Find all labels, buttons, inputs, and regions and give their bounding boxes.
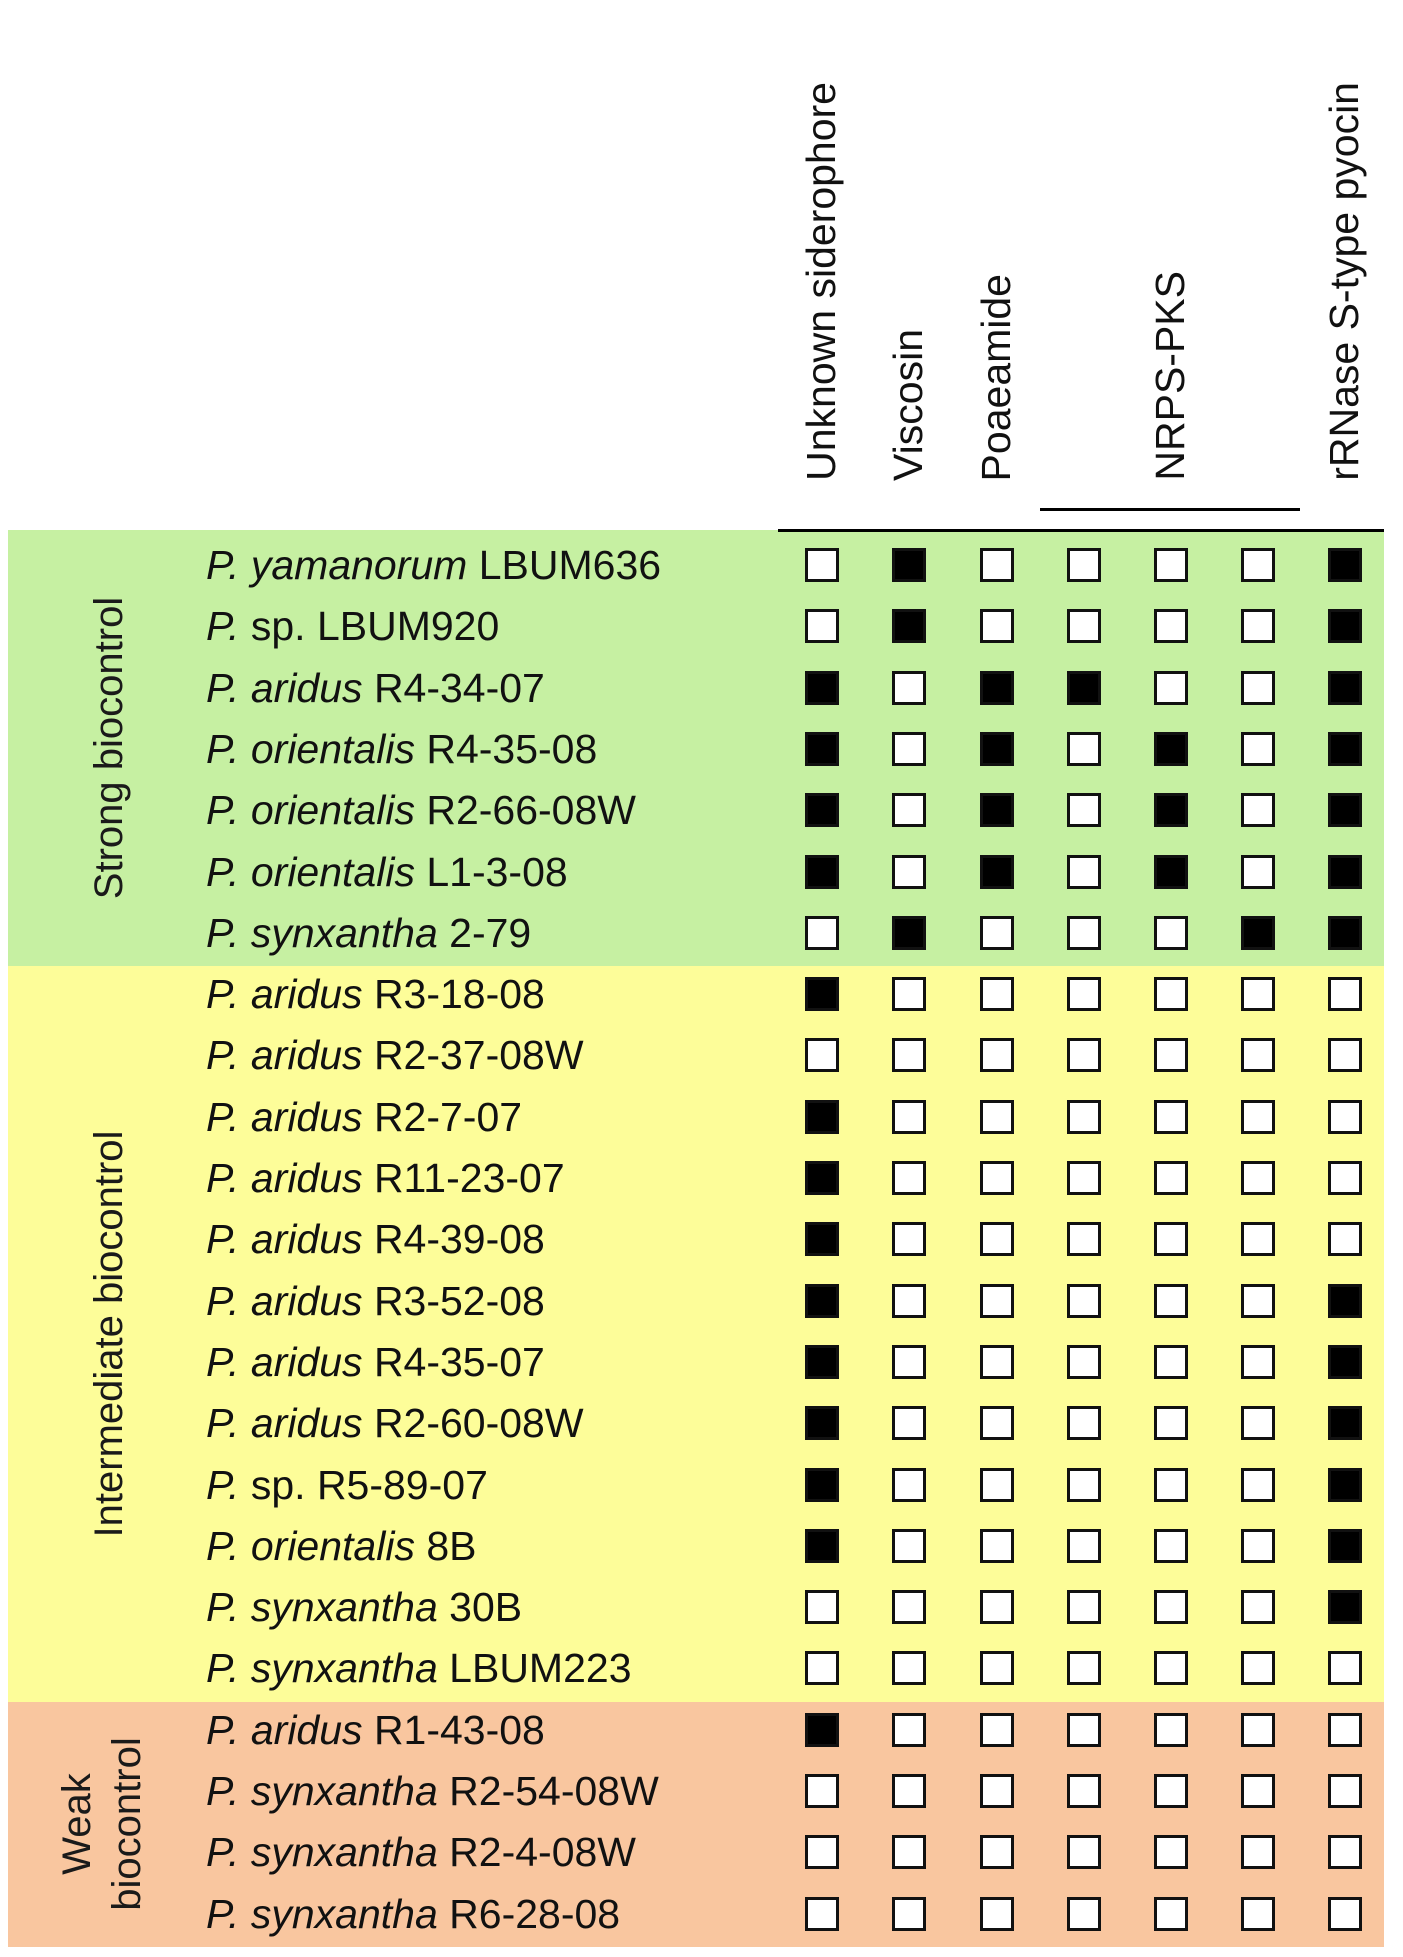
presence-cell-empty bbox=[1154, 1406, 1188, 1440]
presence-cell-filled bbox=[1328, 1590, 1362, 1624]
genus-text: P. bbox=[206, 848, 240, 895]
presence-cell-filled bbox=[1328, 916, 1362, 950]
presence-cell-empty bbox=[1328, 1161, 1362, 1195]
species-text: synxantha bbox=[250, 1584, 438, 1631]
presence-cell-empty bbox=[980, 1222, 1014, 1256]
presence-cell-empty bbox=[892, 793, 926, 827]
presence-cell-filled bbox=[805, 1468, 839, 1502]
strain-label bbox=[206, 1153, 565, 1203]
presence-cell-empty bbox=[1154, 1161, 1188, 1195]
presence-cell-empty bbox=[1241, 1161, 1275, 1195]
strain-id-text: R2-4-08W bbox=[449, 1829, 636, 1876]
presence-cell-empty bbox=[1328, 1713, 1362, 1747]
presence-cell-empty bbox=[1067, 1713, 1101, 1747]
presence-cell-empty bbox=[980, 1529, 1014, 1563]
group-label: Weak biocontrol bbox=[55, 1737, 149, 1911]
presence-cell-empty bbox=[1328, 1651, 1362, 1685]
presence-cell-empty bbox=[805, 1651, 839, 1685]
strain-label bbox=[206, 785, 636, 835]
presence-cell-empty bbox=[1241, 1590, 1275, 1624]
presence-cell-empty bbox=[1067, 1100, 1101, 1134]
strain-id-text: R2-7-07 bbox=[373, 1093, 523, 1140]
presence-cell-empty bbox=[1328, 977, 1362, 1011]
presence-cell-empty bbox=[892, 1651, 926, 1685]
presence-cell-filled bbox=[1328, 1345, 1362, 1379]
presence-cell-filled bbox=[805, 671, 839, 705]
strain-id-text: 30B bbox=[449, 1584, 523, 1631]
presence-cell-empty bbox=[1067, 1038, 1101, 1072]
genus-text: P. bbox=[206, 1032, 240, 1079]
genus-text: P. bbox=[206, 1093, 240, 1140]
presence-cell-filled bbox=[1154, 855, 1188, 889]
presence-cell-empty bbox=[1067, 1774, 1101, 1808]
presence-cell-filled bbox=[805, 1406, 839, 1440]
species-text: orientalis bbox=[250, 725, 415, 772]
presence-cell-empty bbox=[980, 1100, 1014, 1134]
strain-label bbox=[206, 1276, 545, 1326]
presence-cell-filled bbox=[805, 1100, 839, 1134]
presence-cell-filled bbox=[1328, 793, 1362, 827]
strain-id-text: R4-35-07 bbox=[373, 1338, 545, 1385]
genus-text: P. bbox=[206, 1400, 240, 1447]
genus-text: P. bbox=[206, 725, 240, 772]
presence-cell-empty bbox=[1241, 1468, 1275, 1502]
strain-label bbox=[206, 1582, 522, 1632]
strain-id-text: sp. LBUM920 bbox=[250, 603, 500, 650]
strain-id-text: R3-18-08 bbox=[373, 971, 545, 1018]
presence-cell-empty bbox=[1154, 1100, 1188, 1134]
presence-cell-empty bbox=[892, 671, 926, 705]
strain-id-text: R4-35-08 bbox=[426, 725, 598, 772]
presence-cell-empty bbox=[892, 1835, 926, 1869]
presence-cell-filled bbox=[805, 1529, 839, 1563]
species-text: aridus bbox=[250, 1338, 363, 1385]
strain-id-text: R2-60-08W bbox=[373, 1400, 584, 1447]
presence-cell-filled bbox=[1328, 1406, 1362, 1440]
strain-label bbox=[206, 1521, 477, 1571]
strain-id-text: R3-52-08 bbox=[373, 1277, 545, 1324]
genus-text: P. bbox=[206, 1768, 240, 1814]
presence-cell-empty bbox=[1328, 1222, 1362, 1256]
presence-cell-filled bbox=[1328, 1468, 1362, 1502]
presence-cell-filled bbox=[1328, 732, 1362, 766]
presence-cell-empty bbox=[980, 1468, 1014, 1502]
presence-cell-empty bbox=[1154, 1590, 1188, 1624]
presence-cell-filled bbox=[805, 793, 839, 827]
presence-cell-empty bbox=[892, 1713, 926, 1747]
genus-text: P. bbox=[206, 1216, 240, 1263]
strain-id-text: sp. R5-89-07 bbox=[250, 1461, 488, 1508]
presence-cell-empty bbox=[1067, 1529, 1101, 1563]
strain-id-text: R4-39-08 bbox=[373, 1216, 545, 1263]
strain-label bbox=[206, 1705, 545, 1755]
strain-label bbox=[206, 1398, 584, 1448]
presence-cell-filled bbox=[805, 1345, 839, 1379]
genus-text: P. bbox=[206, 664, 240, 711]
strain-label bbox=[206, 663, 545, 713]
species-text: aridus bbox=[250, 1155, 363, 1201]
presence-cell-filled bbox=[805, 977, 839, 1011]
presence-cell-filled bbox=[805, 732, 839, 766]
presence-cell-empty bbox=[1154, 1774, 1188, 1808]
presence-cell-empty bbox=[892, 1468, 926, 1502]
presence-cell-empty bbox=[980, 1651, 1014, 1685]
presence-cell-empty bbox=[1067, 1222, 1101, 1256]
strain-label bbox=[206, 601, 499, 651]
strain-label bbox=[206, 969, 545, 1019]
presence-cell-empty bbox=[1067, 1345, 1101, 1379]
presence-cell-empty bbox=[1241, 1100, 1275, 1134]
strain-id-text: R1-43-08 bbox=[373, 1706, 545, 1753]
column-header-nrps-pks: NRPS-PKS bbox=[1147, 271, 1193, 481]
species-text: synxantha bbox=[250, 1829, 438, 1876]
presence-cell-filled bbox=[1328, 609, 1362, 643]
presence-cell-empty bbox=[892, 1590, 926, 1624]
presence-cell-empty bbox=[1154, 916, 1188, 950]
presence-cell-empty bbox=[1154, 1038, 1188, 1072]
presence-cell-empty bbox=[1067, 1161, 1101, 1195]
genus-text: P. bbox=[206, 971, 240, 1018]
genus-text: P. bbox=[206, 909, 240, 956]
presence-cell-filled bbox=[1241, 916, 1275, 950]
strain-label bbox=[206, 1337, 545, 1387]
presence-cell-empty bbox=[1328, 1835, 1362, 1869]
presence-cell-empty bbox=[1328, 1038, 1362, 1072]
presence-cell-empty bbox=[1154, 1284, 1188, 1318]
presence-cell-empty bbox=[1154, 609, 1188, 643]
presence-cell-empty bbox=[892, 977, 926, 1011]
strain-id-text: R11-23-07 bbox=[373, 1155, 565, 1201]
presence-cell-filled bbox=[1328, 671, 1362, 705]
strain-id-text: LBUM636 bbox=[478, 542, 662, 588]
presence-cell-empty bbox=[1154, 671, 1188, 705]
genus-text: P. bbox=[206, 1706, 240, 1753]
presence-cell-empty bbox=[980, 1345, 1014, 1379]
strain-label bbox=[206, 1889, 620, 1939]
strain-id-text: LBUM223 bbox=[449, 1645, 632, 1692]
genus-text: P. bbox=[206, 1584, 240, 1631]
presence-cell-empty bbox=[892, 855, 926, 889]
presence-cell-filled bbox=[892, 916, 926, 950]
presence-cell-empty bbox=[1328, 1897, 1362, 1931]
presence-cell-empty bbox=[1241, 855, 1275, 889]
genus-text: P. bbox=[206, 1338, 240, 1385]
presence-cell-empty bbox=[892, 1897, 926, 1931]
strain-id-text: R6-28-08 bbox=[449, 1890, 621, 1937]
strain-label bbox=[206, 1827, 636, 1877]
species-text: aridus bbox=[250, 1400, 363, 1447]
presence-cell-empty bbox=[1241, 732, 1275, 766]
genus-text: P. bbox=[206, 1277, 240, 1324]
presence-cell-empty bbox=[1241, 1897, 1275, 1931]
presence-cell-empty bbox=[892, 1406, 926, 1440]
genus-text: P. bbox=[206, 603, 240, 650]
presence-cell-filled bbox=[805, 1284, 839, 1318]
presence-cell-filled bbox=[1154, 732, 1188, 766]
strain-label bbox=[206, 1643, 632, 1693]
species-text: aridus bbox=[250, 971, 363, 1018]
genus-text: P. bbox=[206, 787, 240, 834]
genus-text: P. bbox=[206, 542, 240, 588]
species-text: synxantha bbox=[250, 1645, 438, 1692]
presence-cell-empty bbox=[1067, 1406, 1101, 1440]
presence-cell-empty bbox=[980, 977, 1014, 1011]
presence-cell-empty bbox=[805, 548, 839, 582]
presence-cell-empty bbox=[892, 1161, 926, 1195]
presence-cell-empty bbox=[980, 609, 1014, 643]
strain-label bbox=[206, 724, 597, 774]
header-top-rule bbox=[778, 529, 1384, 532]
presence-cell-empty bbox=[892, 1100, 926, 1134]
presence-cell-empty bbox=[1241, 671, 1275, 705]
presence-cell-empty bbox=[1241, 1651, 1275, 1685]
presence-cell-empty bbox=[1067, 1835, 1101, 1869]
presence-cell-empty bbox=[980, 1284, 1014, 1318]
presence-cell-empty bbox=[805, 1835, 839, 1869]
presence-cell-empty bbox=[980, 1590, 1014, 1624]
presence-cell-filled bbox=[1328, 548, 1362, 582]
presence-cell-empty bbox=[892, 1222, 926, 1256]
presence-cell-empty bbox=[1067, 609, 1101, 643]
group-label: Intermediate biocontrol bbox=[87, 1130, 131, 1538]
strain-id-text: R2-54-08W bbox=[449, 1768, 659, 1814]
species-text: orientalis bbox=[250, 848, 415, 895]
species-text: aridus bbox=[250, 1032, 363, 1079]
strain-id-text: R2-37-08W bbox=[373, 1032, 584, 1079]
strain-id-text: 8B bbox=[426, 1522, 477, 1569]
strain-label bbox=[206, 540, 661, 590]
strain-label bbox=[206, 1214, 545, 1264]
presence-cell-empty bbox=[1241, 1774, 1275, 1808]
presence-cell-empty bbox=[1154, 1222, 1188, 1256]
genus-text: P. bbox=[206, 1890, 240, 1937]
genus-text: P. bbox=[206, 1829, 240, 1876]
presence-cell-filled bbox=[980, 855, 1014, 889]
presence-cell-empty bbox=[980, 1038, 1014, 1072]
presence-cell-empty bbox=[980, 1774, 1014, 1808]
presence-cell-empty bbox=[805, 916, 839, 950]
presence-cell-empty bbox=[1067, 977, 1101, 1011]
species-text: orientalis bbox=[250, 787, 415, 834]
presence-cell-filled bbox=[805, 855, 839, 889]
presence-cell-empty bbox=[1241, 609, 1275, 643]
species-text: aridus bbox=[250, 664, 363, 711]
presence-cell-empty bbox=[892, 1038, 926, 1072]
presence-cell-empty bbox=[980, 548, 1014, 582]
presence-cell-filled bbox=[805, 1161, 839, 1195]
presence-cell-empty bbox=[1241, 548, 1275, 582]
presence-cell-empty bbox=[980, 1406, 1014, 1440]
strain-id-text: R2-66-08W bbox=[426, 787, 636, 834]
species-text: aridus bbox=[250, 1277, 363, 1324]
presence-cell-empty bbox=[805, 1590, 839, 1624]
presence-cell-empty bbox=[1067, 1284, 1101, 1318]
presence-cell-empty bbox=[1154, 548, 1188, 582]
presence-cell-empty bbox=[1241, 1406, 1275, 1440]
presence-cell-empty bbox=[980, 1713, 1014, 1747]
strain-label bbox=[206, 1766, 659, 1816]
presence-cell-empty bbox=[1241, 977, 1275, 1011]
presence-cell-empty bbox=[1241, 1345, 1275, 1379]
column-header-rrnase-s-type-pyocin: rRNase S-type pyocin bbox=[1321, 82, 1367, 481]
presence-cell-empty bbox=[1067, 1468, 1101, 1502]
presence-cell-filled bbox=[980, 671, 1014, 705]
nrps-pks-bracket-rule bbox=[1040, 508, 1300, 511]
strain-label bbox=[206, 1460, 488, 1510]
presence-cell-empty bbox=[1241, 1529, 1275, 1563]
presence-cell-filled bbox=[1154, 793, 1188, 827]
presence-cell-empty bbox=[1328, 1774, 1362, 1808]
presence-cell-empty bbox=[1154, 977, 1188, 1011]
species-text: synxantha bbox=[250, 909, 438, 956]
presence-cell-filled bbox=[1328, 1529, 1362, 1563]
presence-cell-filled bbox=[805, 1222, 839, 1256]
presence-cell-empty bbox=[1328, 1100, 1362, 1134]
presence-cell-empty bbox=[1154, 1897, 1188, 1931]
species-text: orientalis bbox=[250, 1522, 415, 1569]
presence-cell-empty bbox=[892, 1345, 926, 1379]
species-text: aridus bbox=[250, 1706, 363, 1753]
presence-cell-empty bbox=[1067, 1651, 1101, 1685]
presence-cell-empty bbox=[892, 1529, 926, 1563]
species-text: synxantha bbox=[250, 1890, 438, 1937]
column-header-viscosin: Viscosin bbox=[885, 329, 931, 481]
group-label: Strong biocontrol bbox=[87, 596, 131, 900]
strain-id-text: R4-34-07 bbox=[373, 664, 545, 711]
presence-cell-empty bbox=[980, 1161, 1014, 1195]
presence-cell-empty bbox=[1154, 1835, 1188, 1869]
presence-cell-filled bbox=[805, 1713, 839, 1747]
strain-label bbox=[206, 1092, 522, 1142]
species-text: aridus bbox=[250, 1216, 363, 1263]
species-text: yamanorum bbox=[250, 542, 468, 588]
presence-cell-empty bbox=[1241, 793, 1275, 827]
presence-cell-empty bbox=[1241, 1835, 1275, 1869]
presence-cell-empty bbox=[892, 1774, 926, 1808]
species-text: aridus bbox=[250, 1093, 363, 1140]
strain-id-text: 2-79 bbox=[449, 909, 532, 956]
presence-cell-empty bbox=[1241, 1284, 1275, 1318]
presence-cell-empty bbox=[892, 1284, 926, 1318]
species-text: synxantha bbox=[250, 1768, 438, 1814]
strain-label bbox=[206, 908, 531, 958]
presence-cell-empty bbox=[1241, 1222, 1275, 1256]
presence-cell-empty bbox=[1067, 732, 1101, 766]
presence-cell-empty bbox=[1067, 1590, 1101, 1624]
presence-cell-empty bbox=[1241, 1038, 1275, 1072]
presence-cell-empty bbox=[1241, 1713, 1275, 1747]
presence-cell-filled bbox=[1328, 1284, 1362, 1318]
presence-cell-filled bbox=[980, 732, 1014, 766]
genus-text: P. bbox=[206, 1522, 240, 1569]
presence-cell-empty bbox=[1154, 1651, 1188, 1685]
strain-id-text: L1-3-08 bbox=[426, 848, 568, 895]
column-header-unknown-siderophore: Unknown siderophore bbox=[798, 82, 844, 481]
presence-cell-empty bbox=[805, 1897, 839, 1931]
column-header-poaeamide: Poaeamide bbox=[973, 273, 1019, 481]
presence-cell-empty bbox=[1154, 1529, 1188, 1563]
presence-cell-empty bbox=[1067, 793, 1101, 827]
strain-label bbox=[206, 847, 568, 897]
presence-cell-empty bbox=[1067, 855, 1101, 889]
presence-cell-filled bbox=[892, 609, 926, 643]
presence-cell-empty bbox=[1154, 1713, 1188, 1747]
presence-cell-empty bbox=[1067, 1897, 1101, 1931]
presence-cell-filled bbox=[1328, 855, 1362, 889]
presence-cell-empty bbox=[805, 1038, 839, 1072]
presence-cell-filled bbox=[892, 548, 926, 582]
genus-text: P. bbox=[206, 1645, 240, 1692]
presence-cell-empty bbox=[1067, 916, 1101, 950]
strain-label bbox=[206, 1030, 584, 1080]
presence-cell-empty bbox=[980, 1897, 1014, 1931]
presence-cell-filled bbox=[980, 793, 1014, 827]
presence-cell-empty bbox=[1067, 548, 1101, 582]
presence-cell-empty bbox=[805, 609, 839, 643]
genus-text: P. bbox=[206, 1461, 240, 1508]
presence-cell-empty bbox=[1154, 1468, 1188, 1502]
presence-cell-empty bbox=[980, 916, 1014, 950]
presence-cell-empty bbox=[1154, 1345, 1188, 1379]
presence-cell-empty bbox=[980, 1835, 1014, 1869]
presence-cell-empty bbox=[805, 1774, 839, 1808]
presence-cell-filled bbox=[1067, 671, 1101, 705]
presence-cell-empty bbox=[892, 732, 926, 766]
genus-text: P. bbox=[206, 1155, 240, 1201]
